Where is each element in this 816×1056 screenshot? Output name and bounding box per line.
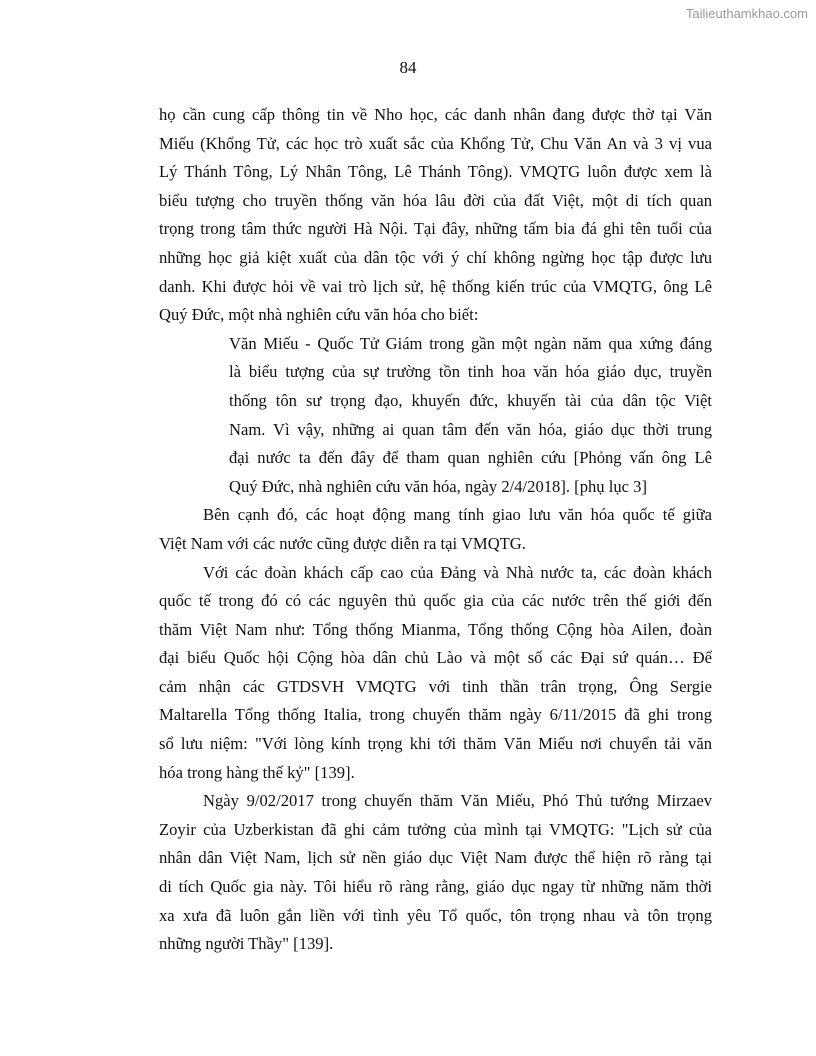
text-line: hóa trong hàng thế kỷ" [139]. (159, 762, 355, 782)
text-line: Lý Thánh Tông, Lý Nhân Tông, Lê Thánh Tông). VMQTG luôn được xem là (159, 162, 712, 182)
text-line: biểu tượng cho truyền thống văn hóa lâu đời của đất Việt, một di tích quan (159, 190, 712, 210)
text-line: họ cần cung cấp thông tin về Nho học, các danh nhân đang được thờ tại Văn (159, 105, 712, 124)
page-number: 84 (399, 58, 417, 77)
text-line: Bên cạnh đó, các hoạt động mang tính giao lưu văn hóa quốc tế giữa (203, 505, 712, 525)
text-line: trọng trong tâm thức người Hà Nội. Tại đây, những tấm bia đá ghi tên tuổi của (159, 219, 712, 239)
quote-line: Quý Đức, nhà nghiên cứu văn hóa, ngày 2/4/2018]. [phụ lục 3] (229, 476, 647, 496)
paragraph-3 (159, 559, 712, 788)
text-line: Zoyir của Uzberkistan đã ghi cảm tưởng của mình tại VMQTG: "Lịch sử của (159, 819, 712, 839)
text-line: Việt Nam với các nước cũng được diễn ra tại VMQTG. (159, 533, 526, 553)
paragraph-4 (159, 787, 712, 959)
quote-line: Nam. Vì vậy, những ai quan tâm đến văn hóa, giáo dục thời trung (229, 419, 712, 439)
document-body (159, 101, 712, 959)
quote-line: đại nước ta đến đây để tham quan nghiên cứu [Phỏng vấn ông Lê (229, 448, 712, 468)
quote-line: là biểu tượng của sự trường tồn tinh hoa văn hóa giáo dục, truyền (229, 362, 712, 382)
text-line: Với các đoàn khách cấp cao của Đảng và Nhà nước ta, các đoàn khách (203, 562, 712, 582)
text-line: quốc tế trong đó có các nguyên thủ quốc gia của các nước trên thế giới đến (159, 591, 712, 611)
block-quote (229, 330, 712, 502)
text-line: cảm nhận các GTDSVH VMQTG với tinh thần trân trọng, Ông Sergie (159, 676, 712, 696)
text-line: đại biểu Quốc hội Cộng hòa dân chủ Lào và một số các Đại sứ quán… Để (159, 648, 712, 668)
text-line: Miếu (Khổng Tử, các học trò xuất sắc của Khổng Tử, Chu Văn An và 3 vị vua (159, 133, 712, 153)
text-line: xa xưa đã luôn gắn liền với tình yêu Tổ quốc, tôn trọng nhau và tôn trọng (159, 905, 712, 925)
text-line: những người Thầy" [139]. (159, 934, 334, 954)
text-line: Quý Đức, một nhà nghiên cứu văn hóa cho biết: (159, 305, 479, 325)
text-line: nhân dân Việt Nam, lịch sử nền giáo dục Việt Nam được thể hiện rõ ràng tại (159, 848, 712, 868)
text-line: danh. Khi được hỏi về vai trò lịch sử, hệ thống kiến trúc của VMQTG, ông Lê (159, 276, 712, 296)
watermark: Tailieuthamkhao.com (685, 6, 808, 21)
paragraph-1 (159, 101, 712, 330)
text-line: thăm Việt Nam như: Tổng thống Mianma, Tổng thống Cộng hòa Ailen, đoàn (159, 619, 712, 639)
quote-line: Văn Miếu - Quốc Tử Giám trong gần một ngàn năm qua xứng đáng (229, 333, 712, 353)
text-line: di tích Quốc gia này. Tôi hiểu rõ ràng rằng, giáo dục ngay từ những năm thời (159, 877, 712, 897)
paragraph-2 (159, 501, 712, 558)
text-line: Maltarella Tổng thống Italia, trong chuyến thăm ngày 6/11/2015 đã ghi trong (159, 705, 712, 725)
text-line: Ngày 9/02/2017 trong chuyến thăm Văn Miếu, Phó Thủ tướng Mirzaev (203, 791, 712, 811)
text-line: sổ lưu niệm: "Với lòng kính trọng khi tới thăm Văn Miếu nơi chuyển tải văn (159, 734, 712, 754)
quote-line: thống tôn sư trọng đạo, khuyến đức, khuyến tài của dân tộc Việt (229, 390, 712, 410)
text-line: những học giả kiệt xuất của dân tộc với ý chí không ngừng học tập được lưu (159, 247, 712, 267)
